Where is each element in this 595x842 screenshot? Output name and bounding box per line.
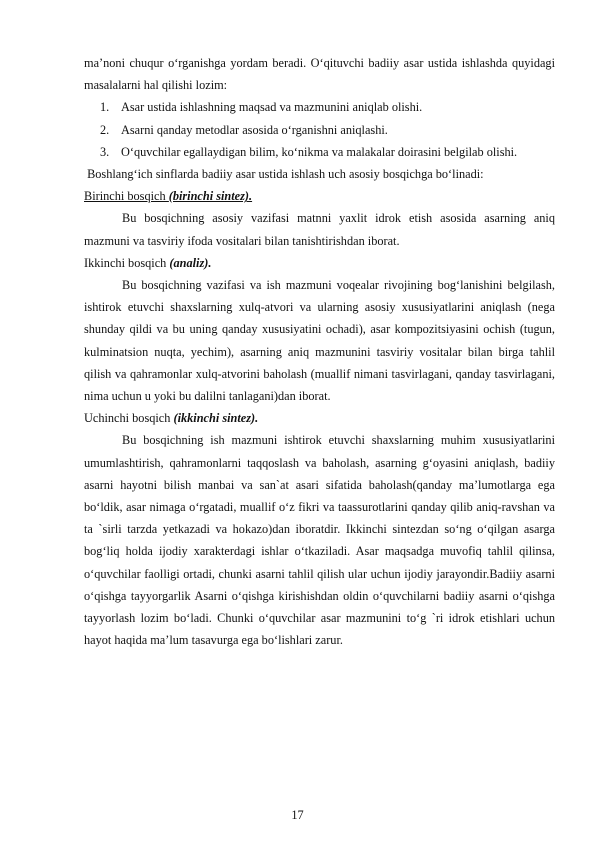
stage2-label: Ikkinchi bosqich <box>84 255 170 270</box>
list-item <box>84 141 555 163</box>
intro-paragraph: ma’noni chuqur o‘rganishga yordam beradi. O‘qituvchi badiiy asar ustida ishlashda quyidagi masalalarni hal qilishi lozim: <box>84 56 555 93</box>
list-text: Asarni qanday metodlar asosida o‘rganishni aniqlashi. <box>121 122 388 137</box>
stages-intro: Boshlang‘ich sinflarda badiiy asar ustida ishlash uch asosiy bosqichga bo‘linadi: <box>84 167 484 182</box>
list-text: Asar ustida ishlashning maqsad va mazmunini aniqlab olishi. <box>121 100 423 115</box>
list-item <box>84 96 555 118</box>
stage2-heading <box>84 252 555 274</box>
task-list <box>84 96 555 163</box>
list-number: 1. <box>100 100 110 115</box>
document-page <box>84 52 555 651</box>
list-number: 2. <box>100 122 110 137</box>
stage3-label-emphasis: (ikkinchi sintez). <box>173 411 259 426</box>
stage3-heading <box>84 407 555 429</box>
list-item <box>84 119 555 141</box>
stage1-label-emphasis: (birinchi sintez). <box>168 189 253 204</box>
page-number: 17 <box>291 808 304 822</box>
stage1-paragraph: Bu bosqichning asosiy vazifasi matnni yaxlit idrok etish asosida asarning aniq mazmuni va tasviriy ifoda vositalari bilan tanishtirishdan iborat. <box>84 211 555 248</box>
list-text: O‘quvchilar egallaydigan bilim, ko‘nikma va malakalar doirasini belgilab olishi. <box>121 144 518 159</box>
stage3-label: Uchinchi bosqich <box>84 411 174 426</box>
stage2-label-emphasis: (analiz). <box>169 255 212 270</box>
stage3-paragraph: Bu bosqichning ish mazmuni ishtirok etuvchi shaxslarning muhim xususiyatlarini umumlashtirish, qahramonlarni taqqoslash va baholash, asarning g‘oyasini aniqlash, badiiy asarni hayotni bilish manbai va san`at asari sifatida baholash(qanday ma’lumotlarga ega bo‘ldik, asar nimaga o‘rgatadi, muallif o‘z fikri va taassurotlarini qanday qilib aniq-ravshan va ta `sirli tarzda yetkazadi va hokazo)dan iboratdir. Ikkinchi sintezdan so‘ng o‘qilgan asarga bog‘liq holda ijodiy xarakterdagi ishlar o‘tkaziladi. Asar maqsadga muvofiq tahlil qilinsa, o‘quvchilar faolligi ortadi, chunki asarni tahlil qilish ular uchun ijodiy jarayondir.Badiiy asarni o‘qishga tayyorgarlik Asarni o‘qishga kirishishdan oldin o‘quvchilarni badiiy asarni o‘qishga tayyorlash lozim bo‘ladi. Chunki o‘quvchilar asar mazmunini to‘g `ri idrok etishlari uchun hayot haqida ma’lum tasavurga ega bo‘lishlari zarur. <box>84 433 555 648</box>
stage1-label: Birinchi bosqich <box>84 189 169 204</box>
list-number: 3. <box>100 144 110 159</box>
stage2-paragraph: Bu bosqichning vazifasi va ish mazmuni voqealar rivojining bog‘lanishini belgilash, ishtirok etuvchi shaxslarning xulq-atvori va ularning asosiy xususiyatlarini aniqlash (nega shunday qildi va bu uning qanday xususiyatini ochadi), asar kompozitsiyasini ochish (tugun, kulminatsion nuqta, yechim), asarning aniq mazmunini tasviriy vositalar bilan birga tahlil qilish va qahramonlar xulq-atvorini baholash (muallif nimani tasvirlagani, qanday tasvirlagani, nima uchun u yoki bu dalilni tanlagani)dan iborat. <box>84 278 555 404</box>
stage1-heading <box>84 185 555 207</box>
